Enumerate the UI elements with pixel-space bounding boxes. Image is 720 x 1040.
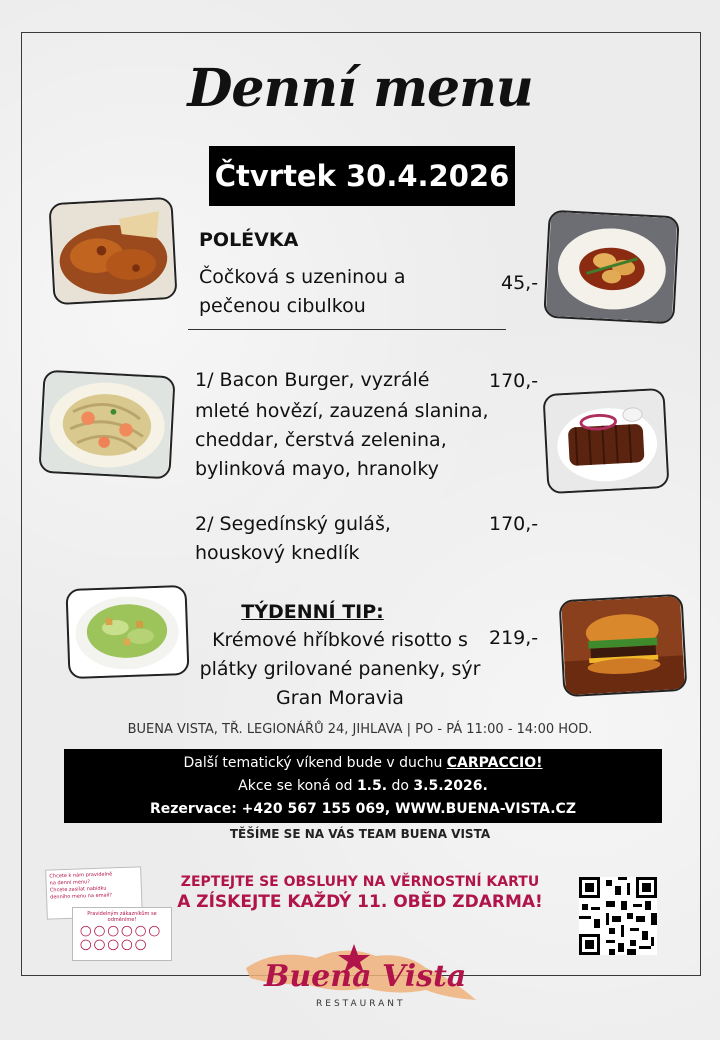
promo-line-2 [64,775,662,798]
dish2-price: 170,- [489,513,539,535]
soup-heading: POLÉVKA [199,229,299,251]
weekly-price: 219,- [489,627,539,649]
weekly-line-1: Krémové hříbkové risotto s [212,629,468,651]
card-line-1: Chcete k nám pravidelně [49,871,113,880]
dish1-price: 170,- [489,370,539,392]
promo-date-to: 3.5.2026. [413,778,488,794]
soup-line-2: pečenou cibulkou [199,295,366,317]
ribs-photo [542,388,669,494]
promo-date-from: 1.5. [356,778,388,794]
thanks-text: TĚŠÍME SE NA VÁS TEAM BUENA VISTA [229,827,491,841]
promo-line-1-text: Další tematický víkend bude v duchu [183,755,447,771]
caesar-salad-photo [65,585,189,679]
promo-line-3 [64,798,662,821]
loyalty-text [170,872,550,912]
shrimp-pasta-photo [38,370,175,480]
grilled-chicken-photo [48,197,177,305]
soup-line-1: Čočková s uzeninou a [199,266,406,288]
card-line-4: denního menu na email? [50,892,113,901]
loyalty-line-1: ZEPTEJTE SE OBSLUHY NA VĚRNOSTNÍ KARTU [180,874,540,890]
dish2-line-1: 2/ Segedínský guláš, [195,513,391,535]
promo-line-1 [64,752,662,775]
dish1-line-4: bylinková mayo, hranolky [195,458,439,480]
date-banner [209,146,515,206]
card-line-2: na denní menu? [49,879,91,887]
logo-sub: RESTAURANT [316,999,406,1009]
soup-divider [188,329,506,330]
card-line-3: Chcete zasílat nabídku [49,885,107,894]
qr-code[interactable] [579,877,657,955]
card-back-text: Pravidelným zákazníkům se odměníme! [87,911,157,923]
date-text: Čtvrtek 30.4.2026 [214,159,510,193]
logo-name: Buena Vista [264,959,467,994]
reservation-contact: Rezervace: +420 567 155 069, WWW.BUENA-VISTA.CZ [150,801,576,817]
menu-title: Denní menu [187,58,533,119]
dish1-line-1: 1/ Bacon Burger, vyzrálé [195,369,430,391]
promo-banner [64,749,662,823]
weekly-heading: TÝDENNÍ TIP: [241,601,384,623]
promo-theme: CARPACCIO! [446,755,543,771]
loyalty-card-back [72,907,172,961]
pork-dish-photo [543,210,679,325]
promo-line-2-text: Akce se koná od [238,778,357,794]
address-hours: BUENA VISTA, TŘ. LEGIONÁŘŮ 24, JIHLAVA | PO - PÁ 11:00 - 14:00 HOD. [127,722,593,737]
loyalty-line-2: A ZÍSKEJTE KAŽDÝ 11. OBĚD ZDARMA! [177,892,543,912]
promo-line-2-mid: do [387,778,414,794]
dish1-line-2: mleté hovězí, zauzená slanina, [195,400,489,422]
weekly-line-3: Gran Moravia [276,687,404,709]
dish2-line-2: houskový knedlík [195,542,360,564]
burger-photo [559,594,688,697]
buena-vista-logo [236,938,486,1024]
stamp-circles [76,923,168,953]
dish1-line-3: cheddar, čerstvá zelenina, [195,429,447,451]
soup-price: 45,- [501,272,539,294]
weekly-line-2: plátky grilované panenky, sýr [199,658,481,680]
